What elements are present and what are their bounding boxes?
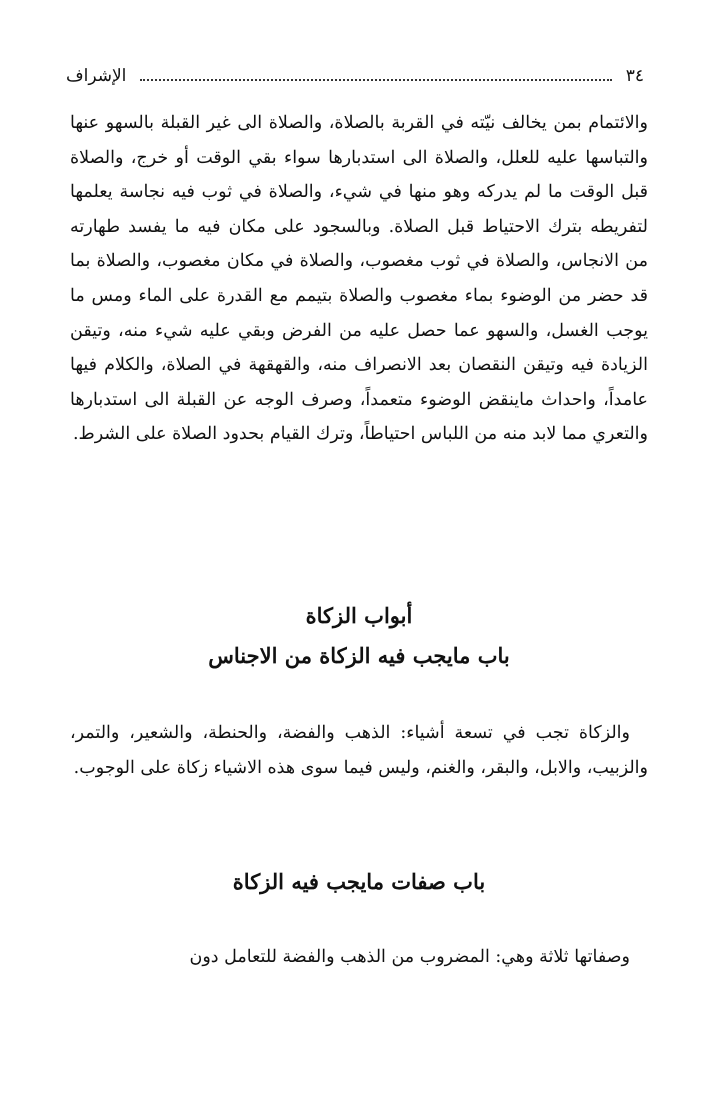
header-leader-dots — [140, 79, 611, 81]
page-number: ٣٤ — [625, 66, 644, 86]
heading-bab-ma-yajib: باب مايجب فيه الزكاة من الاجناس — [208, 643, 510, 668]
paragraph-prayer-invalidators: والائتمام بمن يخالف نيّته في القربة بالصلاة، والصلاة الى غير القبلة بالسهو عنها والتباسها عليه للعلل، والصلاة الى استدبارها سواء بقي الوقت أو خرج، والصلاة قبل الوقت ما لم يدركه وهو منها في شيء، والصلاة في ثوب فيه نجاسة يعلمها لتفريطه بترك الاحتياط قبل الصلاة. وبالسجود على مكان فيه ما يفسد طهارته من الانجاس، والصلاة في ثوب مغصوب، والصلاة في مكان مغصوب، والصلاة بما قد حضر من الوضوء بماء مغصوب والصلاة بتيمم مع القدرة على الماء ومس ما يوجب الغسل، والسهو عما حصل عليه من الفرض وبقي عليه شيء منه، وتيقن الزيادة فيه وتيقن النقصان بعد الانصراف منه، والقهقهة في الصلاة، والكلام فيها عامداً، واحداث ماينقض الوضوء متعمداً، وصرف الوجه عن القبلة الى استدبارها والتعري مما لابد منه من اللباس احتياطاً، وترك القيام بحدود الصلاة على الشرط. — [70, 113, 648, 445]
running-title: الإشراف — [66, 66, 127, 86]
heading-bab-sifat: باب صفات مايجب فيه الزكاة — [232, 869, 486, 894]
paragraph-zakat-items: والزكاة تجب في تسعة أشياء: الذهب والفضة، والحنطة، والشعير، والتمر، والزبيب، والابل، والبقر، والغنم، وليس فيما سوى هذه الاشياء زكاة على الوجوب. — [70, 723, 648, 778]
heading-abwab-zakat: أبواب الزكاة — [305, 603, 413, 628]
page-header — [66, 62, 644, 90]
paragraph-zakat-attributes: وصفاتها ثلاثة وهي: المضروب من الذهب والفضة للتعامل دون — [189, 947, 630, 967]
